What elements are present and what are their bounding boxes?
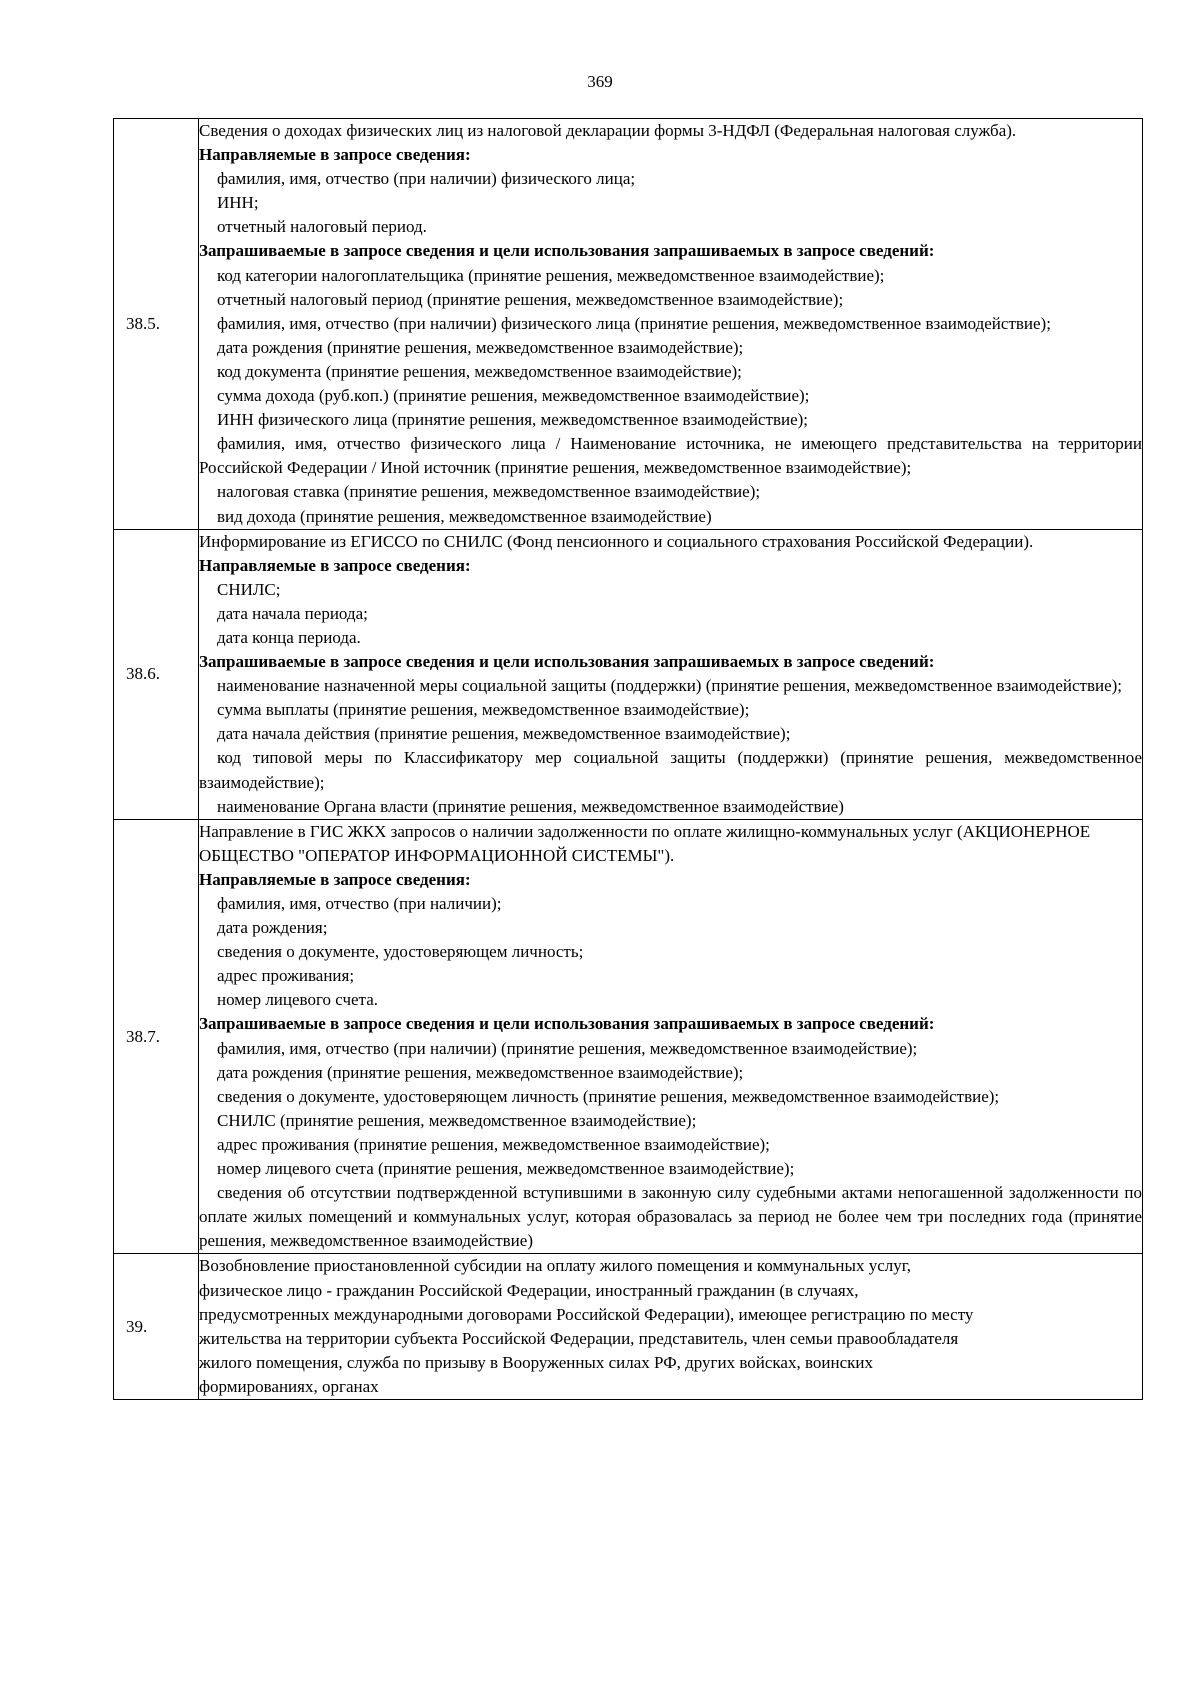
requested-item: код категории налогоплательщика (принятие решения, межведомственное взаимодействие); [217, 265, 885, 285]
requested-item: код документа (принятие решения, межведомственное взаимодействие); [217, 361, 742, 381]
sent-item: СНИЛС; [217, 579, 281, 599]
requested-item: фамилия, имя, отчество (при наличии) физического лица (принятие решения, межведомственное взаимодействие); [217, 313, 1051, 333]
row-title-line: жительства на территории субъекта Российской Федерации, представитель, член семьи правообладателя [199, 1328, 959, 1348]
requested-header: Запрашиваемые в запросе сведения и цели использования запрашиваемых в запросе сведений: [199, 652, 935, 672]
sent-header: Направляемые в запросе сведения: [199, 555, 471, 575]
sent-item: фамилия, имя, отчество (при наличии); [217, 894, 502, 913]
sent-item: сведения о документе, удостоверяющем личность; [217, 942, 584, 962]
sent-item: дата начала периода; [217, 603, 368, 623]
table-body [114, 119, 1143, 1400]
sent-item: дата рождения; [217, 918, 328, 938]
requested-item: дата начала действия (принятие решения, межведомственное взаимодействие); [217, 724, 791, 744]
requested-item: фамилия, имя, отчество (при наличии) (принятие решения, межведомственное взаимодействие); [217, 1038, 918, 1058]
row-number: 39. [114, 1254, 199, 1400]
sent-item: ИНН; [217, 193, 259, 213]
row-title-line: жилого помещения, служба по призыву в Вооруженных силах РФ, других войсках, воинских [199, 1352, 873, 1372]
row-content [199, 1254, 1143, 1400]
row-title: Сведения о доходах физических лиц из налоговой декларации формы 3-НДФЛ (Федеральная налоговая служба). [199, 121, 1017, 140]
table-row [114, 1254, 1143, 1400]
services-table [113, 118, 1143, 1400]
row-title-line: формированиях, органах [199, 1376, 379, 1396]
requested-item: наименование назначенной меры социальной защиты (поддержки) (принятие решения, межведомственное взаимодействие); [217, 676, 1123, 696]
requested-item: сведения об отсутствии подтвержденной вступившими в законную силу судебными актами непогашенной задолженности по оплате жилых помещений и коммунальных услуг, которая образовалась за период не более чем три последних года (принятие решения, межведомственное взаимодействие) [199, 1183, 1142, 1251]
requested-item: ИНН физического лица (принятие решения, межведомственное взаимодействие); [217, 410, 809, 430]
requested-item: номер лицевого счета (принятие решения, межведомственное взаимодействие); [217, 1159, 795, 1179]
requested-item: отчетный налоговый период (принятие решения, межведомственное взаимодействие); [217, 289, 844, 309]
row-title: Информирование из ЕГИССО по СНИЛС (Фонд пенсионного и социального страхования Российской Федерации). [199, 531, 1034, 551]
row-number: 38.7. [114, 819, 199, 1254]
page-number: 369 [587, 72, 613, 91]
row-number: 38.5. [114, 119, 199, 530]
row-content [199, 529, 1143, 819]
table-row [114, 529, 1143, 819]
requested-item: код типовой меры по Классификатору мер социальной защиты (поддержки) (принятие решения, межведомственное взаимодействие); [199, 748, 1142, 792]
requested-header: Запрашиваемые в запросе сведения и цели использования запрашиваемых в запросе сведений: [199, 1014, 935, 1034]
row-title: Направление в ГИС ЖКХ запросов о наличии задолженности по оплате жилищно-коммунальных услуг (АКЦИОНЕРНОЕ ОБЩЕСТВО "ОПЕРАТОР ИНФОРМАЦИОННОЙ СИСТЕМЫ"). [199, 821, 1091, 865]
row-content [199, 819, 1143, 1254]
requested-item: дата рождения (принятие решения, межведомственное взаимодействие); [217, 337, 744, 357]
row-content [199, 119, 1143, 530]
requested-item: наименование Органа власти (принятие решения, межведомственное взаимодействие) [217, 796, 844, 816]
requested-item: адрес проживания (принятие решения, межведомственное взаимодействие); [217, 1134, 770, 1154]
sent-header: Направляемые в запросе сведения: [199, 145, 471, 165]
sent-item: дата конца периода. [217, 627, 361, 647]
sent-item: отчетный налоговый период. [217, 217, 427, 237]
requested-item: фамилия, имя, отчество физического лица / Наименование источника, не имеющего представительства на территории Российской Федерации / Иной источник (принятие решения, межведомственное взаимодействие); [199, 434, 1142, 478]
requested-item: сведения о документе, удостоверяющем личность (принятие решения, межведомственное взаимодействие); [217, 1086, 1000, 1106]
requested-item: СНИЛС (принятие решения, межведомственное взаимодействие); [217, 1110, 697, 1130]
requested-item: сумма дохода (руб.коп.) (принятие решения, межведомственное взаимодействие); [217, 386, 810, 406]
row-number: 38.6. [114, 529, 199, 819]
requested-item: сумма выплаты (принятие решения, межведомственное взаимодействие); [217, 700, 750, 720]
row-title-line: Возобновление приостановленной субсидии на оплату жилого помещения и коммунальных услуг, [199, 1256, 912, 1276]
table-row [114, 119, 1143, 530]
sent-item: фамилия, имя, отчество (при наличии) физического лица; [217, 169, 636, 189]
row-title-line: предусмотренных международными договорами Российской Федерации), имеющее регистрацию по месту [199, 1304, 974, 1324]
requested-item: вид дохода (принятие решения, межведомственное взаимодействие) [217, 506, 712, 526]
table-row [114, 819, 1143, 1254]
requested-header: Запрашиваемые в запросе сведения и цели использования запрашиваемых в запросе сведений: [199, 241, 935, 261]
sent-item: номер лицевого счета. [217, 990, 378, 1010]
sent-item: адрес проживания; [217, 966, 355, 986]
requested-item: дата рождения (принятие решения, межведомственное взаимодействие); [217, 1062, 744, 1082]
row-title-line: физическое лицо - гражданин Российской Федерации, иностранный гражданин (в случаях, [199, 1280, 859, 1300]
requested-item: налоговая ставка (принятие решения, межведомственное взаимодействие); [217, 482, 761, 502]
sent-header: Направляемые в запросе сведения: [199, 869, 471, 889]
